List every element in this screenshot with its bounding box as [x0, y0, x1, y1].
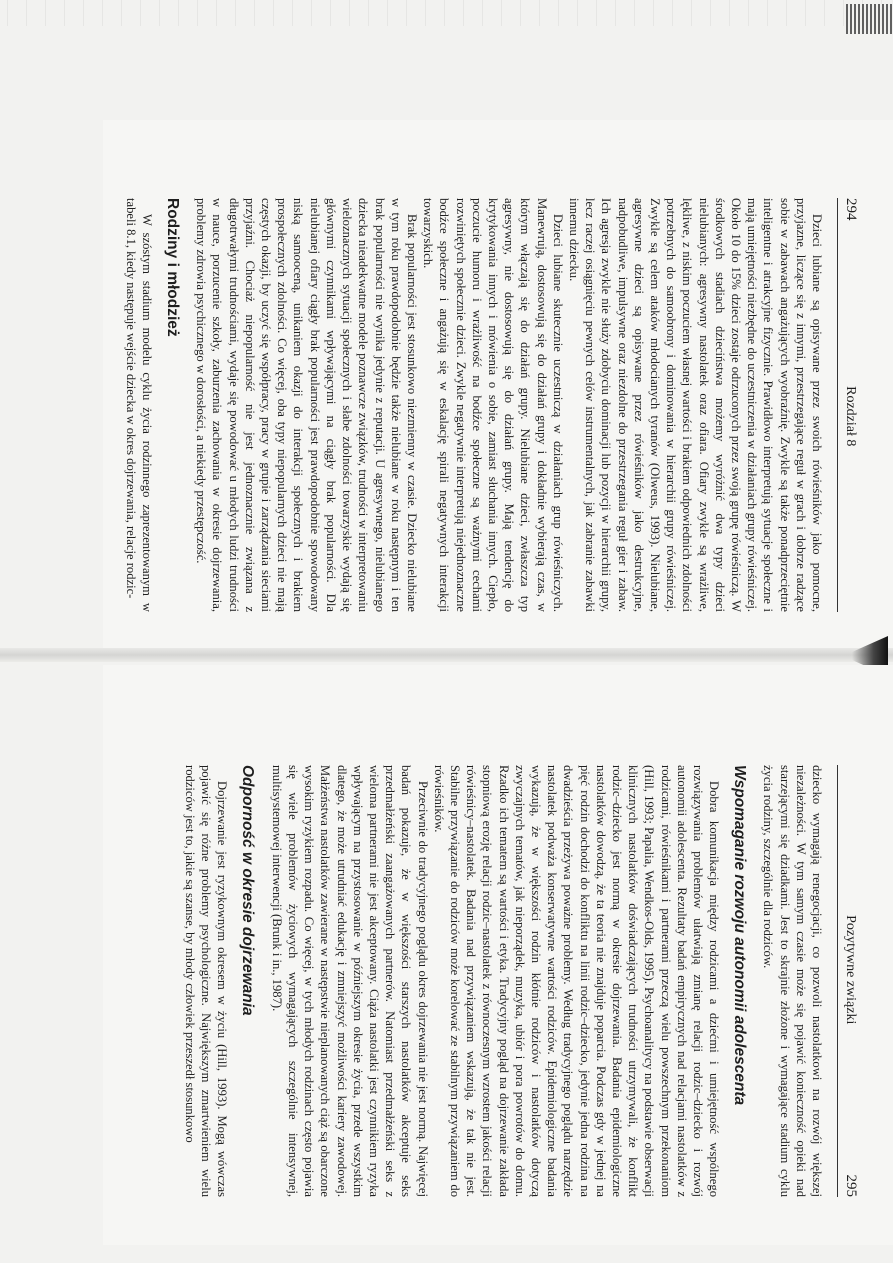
right-section1-paragraph-1: Dobra komunikacja między rodzicami a dziećmi i umiejętność wspólnego rozwiązywania problemów ułatwiają zmianę relacji rodzic–dziecko i rozwój autonomii adolescenta. Rezultaty badań empirycznych nad relacjami nastolatków z rodzicami, rówieśnikami i partnerami przeczą wielu powszechnym przekonaniom (Hill, 1993; Papalia, Wendkos-Olds, 1995). Psychoanalitycy na podstawie obserwacji klinicznych nastolatków doświadczających trudności utrzymywali, że konflikt rodzic–dziecko jest normą w okresie dojrzewania. Badania epidemiologiczne nastolatków dowodzą, że ta teoria nie znajduje poparcia. Podczas gdy w jednej na pięć rodzin dochodzi do konfliktu na linii rodzic–dziecko, jedynie jedna rodzina na dwadzieścia przeżywa poważne problemy. Według tradycyjnego poglądu narzędzie nastolatek podważa konserwatywne wartości rodziców. Epidemiologiczne badania wykazują, że w większości rodzin kłótnie rodziców i nastolatków dotyczą zwyczajnych tematów, jak nieporządek, muzyka, ubiór i pora powrotów do domu. Rzadko ich tematem są wartości i etyka. Tradycyjny pogląd na dojrzewanie zakłada stopniową erozję relacji rodzic–nastolatek z równoczesnym wzrostem jakości relacji rówieśnicy–nastolatek. Badania nad przywiązaniem wskazują, że tak nie jest. Stabilne przywiązanie do rodziców może korelować ze stabilnym przywiązaniem do rówieśników.: [431, 765, 722, 1197]
right-running-head: [837, 765, 859, 1197]
left-section-paragraph: W szóstym stadium modelu cyklu życia rodzinnego zaprezentowanym w tabeli 8.1, kiedy następuje wejście dziecka w okres dojrzewania, relacje rodzic-: [123, 198, 155, 612]
right-page: [103, 665, 893, 1245]
left-chapter-title: Rozdział 8: [843, 386, 858, 447]
left-paragraph-3: Brak popularności jest stosunkowo niezmienny w czasie. Dziecko nielubiane w tym roku prawdopodobnie będzie także nielubiane w roku następnym i ten brak popularności nie wynika jedynie z reputacji. U agresywnego, nielubianego dziecka nieadekwatne modele poznawcze związków, trudności w interpretowaniu wieloznacznych sytuacji społecznych i słabe zdolności towarzyskie wydają się głównymi czynnikami wpływającymi na ciągły brak popularności. Dla nielubianej ofiary ciągły brak popularności jest prawdopodobnie spowodowany niską samooceną, unikaniem okazji do interakcji społecznych i brakiem prospołecznych zdolności. Co więcej, oba typy niepopularnych dzieci nie mają częstych okazji, by uczyć się współpracy, pracy w grupie i zarządzania sieciami przyjaźni. Chociaż niepopularność nie jest jednoznacznie związana z długotrwałymi trudnościami, wydaje się powodować u młodych ludzi trudności w nauce, porzucenie szkoły, zaburzenia zachowania w okresie dojrzewania, problemy zdrowia psychicznego w dorosłości, a niekiedy przestępczość.: [194, 198, 419, 612]
left-folio: 294: [843, 198, 859, 221]
left-section-heading: Rodziny i młodzież: [164, 198, 182, 337]
scan-edge-noise: [0, 0, 893, 26]
left-page: [103, 120, 893, 660]
scan-corner-mark: [846, 4, 892, 34]
left-paragraph-2: Dzieci lubiane skutecznie uczestniczą w działaniach grup rówieśniczych. Manewrują, dostosowują się do działań grupy i dokładnie wybierają czas, w którym włączają się do działań grupy. Nielubiane dzieci, zwłaszcza typ agresywny, nie dostosowują się do działań grupy. Mają tendencję do krytykowania innych i mówienia o sobie, zamiast słuchania innych. Ciepło, poczucie humoru i wrażliwość na bodźce społeczne są ważnymi cechami rozwiniętych społecznie dzieci. Zwykle negatywnie interpretują niejednoznaczne bodźce społeczne i angażują się w eskalację spirali negatywnych interakcji towarzyskich.: [421, 198, 565, 612]
right-folio: 295: [843, 1174, 859, 1197]
right-section1-paragraph-2: Przeciwnie do tradycyjnego poglądu okres dojrzewania nie jest normą. Najwięcej badań pokazuje, że w większości starszych nastolatków akceptuje seks przedmałżeński zaangażowanych partnerów. Natomiast przedmałżeński seks z wieloma partnerami nie jest akceptowany. Ciąża nastolatki jest czynnikiem ryzyka wpływającym na przystosowanie w późniejszym okresie życia, przede wszystkim dlatego, że może utrudniać edukację i zmniejszyć możliwości kariery zawodowej. Małżeństwa nastolatków zawierane w następstwie nieplanowanych ciąż są obarczone wysokim ryzykiem rozpadu. Co więcej, w tych młodych rodzinach często pojawia się wiele problemów życiowych wymagających szczególnie intensywnej, multisystemowej interwencji (Brunk i in., 1987).: [269, 765, 430, 1197]
right-chapter-title: Pozytywne związki: [843, 915, 858, 1025]
left-running-head: [837, 198, 859, 612]
right-section-heading-2: Odporność w okresie dojrzewania: [239, 765, 257, 1016]
right-section2-paragraph: Dojrzewanie jest ryzykownym okresem w życiu (Hill, 1993). Mogą wówczas pojawić się różne problemy psychologiczne. Największym zmartwieniem wielu rodziców jest to, jakie są szanse, by młody człowiek przeszedł stosunkowo: [183, 765, 230, 1197]
left-paragraph-1: Dzieci lubiane są opisywane przez swoich rówieśników jako pomocne, przyjazne, liczące się z innymi, przestrzegające reguł w grach i dobrze radzące sobie w zabawach angażujących wyobraźnię. Zwykle są także ponadprzeciętnie inteligentne i atrakcyjne fizycznie. Prawidłowo interpretują sytuacje społeczne i mają umiejętności niezbędne do uczestniczenia w działaniach grupy rówieśniczej. Około 10 do 15% dzieci zostaje odrzuconych przez swoją grupę rówieśniczą. W środkowych stadiach dzieciństwa możemy wyróżnić dwa typy dzieci nielubianych: agresywny nastolatek oraz ofiara. Ofiary zwykle są wrażliwe, lękliwe, z niskim poczuciem własnej wartości i brakiem odpowiednich zdolności potrzebnych do samoobrony i dominowania w hierarchii grupy rówieśniczej. Zwykle są celem ataków młodocianych tyranów (Olweus, 1993). Nielubiane, agresywne dzieci są opisywane przez rówieśników jako destrukcyjne, nadpobudliwe, impulsywne oraz niezdolne do przestrzegania reguł gier i zabaw. Ich agresja zwykle nie służy zdobyciu dominacji lub pozycji w hierarchii grupy, lecz raczej osiągnięciu pewnych celów instrumentalnych, jak zabranie zabawki innemu dziecku.: [566, 198, 824, 612]
right-intro-paragraph: dziecko wymagają renegocjacji, co pozwoli nastolatkowi na rozwój większej niezależności. W tym samym czasie może się pojawić konieczność opieki nad starzejącymi się dziadkami. Jest to skrajnie złożone i wymagające stadium cyklu życia rodziny, szczególnie dla rodziców.: [761, 765, 824, 1197]
book-gutter: [0, 648, 893, 662]
right-section-heading-1: Wspomaganie rozwoju autonomii adolescenta: [731, 765, 749, 1106]
